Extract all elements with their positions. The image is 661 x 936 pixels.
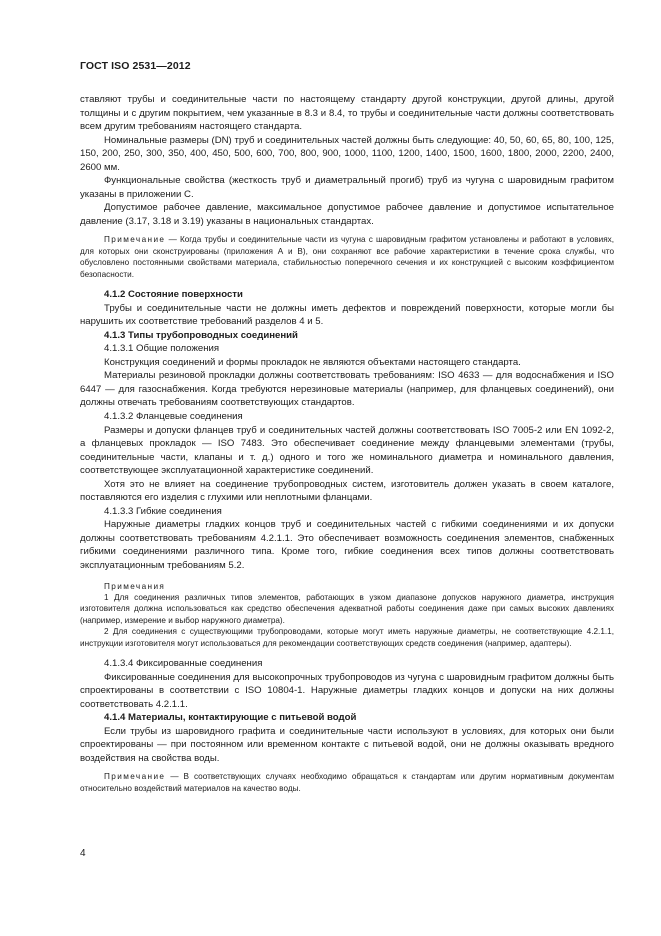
paragraph: Хотя это не влияет на соединение трубопроводных систем, изготовитель должен указать в своем каталоге, поставляются его изделия с глухими или неплотными фланцами. (80, 478, 614, 504)
note-item: 2 Для соединения с существующими трубопроводами, которые могут иметь наружные диаметры, не соответствующие 4.2.1.1, инструкции изготовителя могут использоваться для рекомендации соответствующих средств соединения (например, адаптеры). (80, 627, 614, 648)
paragraph: ставляют трубы и соединительные части по настоящему стандарту другой конструкции, другой длины, другой толщины и с другим покрытием, чем указанные в 8.3 и 8.4, то трубы и соединительные части должны соответствовать всем другим требованиям настоящего стандарта. (80, 94, 614, 133)
notes-label: Примечания (104, 581, 166, 591)
subsection-heading: 4.1.3.4 Фиксированные соединения (104, 658, 263, 670)
paragraph: Функциональные свойства (жесткость труб и диаметральный прогиб) труб из чугуна с шаровидным графитом указаны в приложении С. (80, 175, 614, 200)
subsection-heading: 4.1.3.1 Общие положения (104, 343, 220, 355)
note (80, 771, 614, 794)
section-heading: 4.1.2 Состояние поверхности (104, 289, 243, 301)
document-header: ГОСТ ISO 2531—2012 (80, 60, 191, 72)
note-text: — В соответствующих случаях необходимо обращаться к стандартам или другим нормативным документам относительно воздействий материалов на качество воды. (80, 772, 614, 793)
section-heading: 4.1.4 Материалы, контактирующие с питьевой водой (104, 712, 357, 724)
note-label: Примечание (104, 235, 166, 245)
subsection-heading: 4.1.3.2 Фланцевые соединения (104, 411, 243, 423)
paragraph: Конструкция соединений и формы прокладок не являются объектами настоящего стандарта. (104, 356, 521, 368)
note-label: Примечание (104, 772, 166, 782)
paragraph: Наружные диаметры гладких концов труб и соединительных частей с гибкими соединениями и их допуски должны соответствовать требованиям 4.2.1.1. Это обеспечивает возможность соединения элементов, снабженных гибкими соединениями различного типа. Кроме того, гибкие соединения всех типов должны соответствовать эксплуатационным требованиям 5.2. (80, 519, 614, 572)
paragraph: Допустимое рабочее давление, максимальное допустимое рабочее давление и допустимое испытательное давление (3.17, 3.18 и 3.19) указаны в национальных стандартах. (80, 202, 614, 227)
note (80, 234, 614, 280)
paragraph: Если трубы из шаровидного графита и соединительные части используют в условиях, для которых они были спроектированы — при постоянном или временном контакте с питьевой водой, они не должны оказывать вредного воздействия на свойства воды. (80, 725, 614, 764)
paragraph: Материалы резиновой прокладки должны соответствовать требованиям: ISO 4633 — для водоснабжения и ISO 6447 — для газоснабжения. Когда требуются нерезиновые материалы (например, для фланцевых соединений), они должны отвечать требованиям соответствующих стандартов. (80, 370, 614, 409)
subsection-heading: 4.1.3.3 Гибкие соединения (104, 505, 222, 517)
note-text: — Когда трубы и соединительные части из чугуна с шаровидным графитом установлены и работают в условиях, для которых они сконструированы (приложения А и В), они сохраняют все рабочие характеристики в течение срока службы, что обусловлено постоянными свойствами материала, стабильностью поперечного сечения и их конструкцией с высоким коэффициентом безопасности. (80, 235, 614, 279)
section-heading: 4.1.3 Типы трубопроводных соединений (104, 329, 298, 341)
document-body (80, 93, 614, 794)
paragraph: Фиксированные соединения для высокопрочных трубопроводов из чугуна с шаровидным графитом должны быть спроектированы в соответствии с ISO 10804-1. Наружные диаметры гладких концов и допуски на них должны соответствовать 4.2.1.1. (80, 671, 614, 710)
paragraph: Размеры и допуски фланцев труб и соединительных частей должны соответствовать ISO 7005-2 или EN 1092-2, а фланцевых прокладок — ISO 7483. Это обеспечивает соединение между фланцевыми элементами (трубы, соединительные части, клапаны и т. д.) одного и того же номинального диаметра и номинального давления, соответствующее эксплуатационной характеристике соединений. (80, 424, 614, 477)
note-item: 1 Для соединения различных типов элементов, работающих в узком диапазоне допусков наружного диаметра, инструкция изготовителя должна использоваться как средство обеспечения адекватной работы соединения даже при самых высоких давлениях (например, измерение и выбор наружного диаметра). (80, 592, 614, 625)
paragraph: Номинальные размеры (DN) труб и соединительных частей должны быть следующие: 40, 50, 60, 65, 80, 100, 125, 150, 200, 250, 300, 350, 400, 450, 500, 600, 700, 800, 900, 1000, 1100, 1200, 1400, 1500, 1600, 1800, 2000, 2200, 2400, 2600 мм. (80, 134, 614, 173)
paragraph: Трубы и соединительные части не должны иметь дефектов и повреждений поверхности, которые могли бы нарушить их соответствие требований разделов 4 и 5. (80, 302, 614, 328)
page-number: 4 (80, 848, 86, 859)
